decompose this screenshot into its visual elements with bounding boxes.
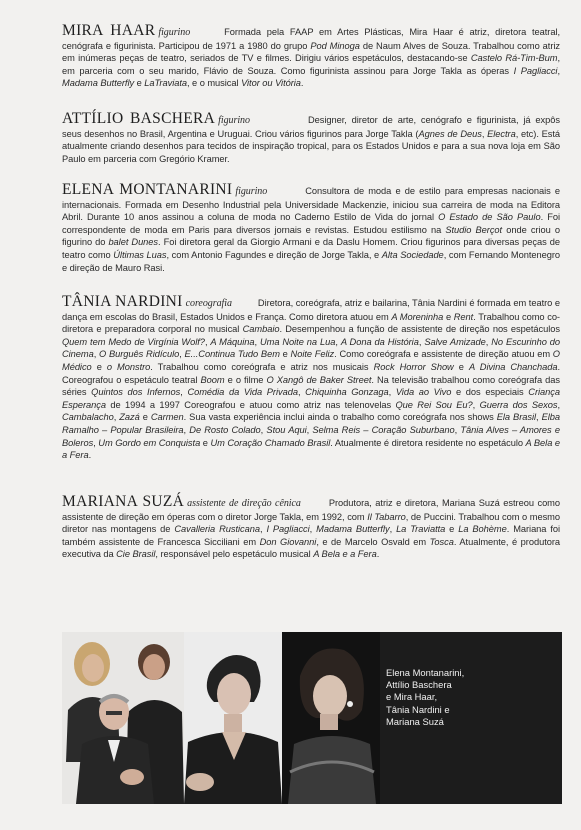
caption-line: Tânia Nardini e xyxy=(386,703,450,715)
bio-role: figurino xyxy=(158,27,191,38)
caption-line: e Mira Haar, xyxy=(386,691,438,703)
portrait-photo-2 xyxy=(282,632,380,804)
group-photo xyxy=(62,632,184,804)
portrait-photo-1 xyxy=(184,632,282,804)
bio-role: figurino xyxy=(218,115,250,126)
photo-caption xyxy=(386,667,546,728)
bio-elena-montanarini xyxy=(62,181,561,274)
bio-role: coreografia xyxy=(185,298,232,309)
bio-tania-nardini xyxy=(62,293,561,462)
bio-attilio-baschera xyxy=(62,110,561,165)
bio-name: ATTÍLIO BASCHERA xyxy=(62,110,216,127)
bio-text: Consultora de moda e de estilo para empresas nacionais e internacionais. Formada em Desenho Industrial pela Universidade Mackenzie, iniciou sua carreira de moda na Editora Abril. Durante 10 anos assinou a coluna de moda no Caderno Estilo de Vida do jornal O Estado de São Paulo. Foi correspondente de moda em Paris para diversos jornais e revistas. Estudou estilismo na Studio Berçot onde criou o figurino do balet Dunes. Foi diretora geral da Giorgio Armani e da Daslu Homem. Criou figurinos para diversas peças de teatro como Últimas Luas, com Antonio Fagundes e direção de Jorge Takla, e Alta Sociedade, com Fernando Montenegro e direção de Mauro Rasi. xyxy=(62,186,561,273)
bio-name: ELENA MONTANARINI xyxy=(62,181,233,198)
bio-text: Produtora, atriz e diretora, Mariana Suzá estreou como assistente de direção em óperas com o diretor Jorge Takla, em 1992, com Il Tabarro, de Puccini. Trabalhou com o mesmo diretor nas montagens de Cavalleria Rusticana, I Pagliacci, Madama Butterfly, La Traviatta e La Bohème. Mariana foi também assistente de Francesca Sicciliani em Don Giovanni, e de Marcelo Osvald em Tosca. Atualmente, é produtora executiva da Cie Brasil, responsável pelo espetáculo musical A Bela e a Fera. xyxy=(62,498,561,560)
caption-line: Elena Montanarini, xyxy=(386,667,465,678)
bio-role: assistente de direção cênica xyxy=(187,498,301,509)
bio-text: Designer, diretor de arte, cenógrafo e figurinista, já expôs seus desenhos no Brasil, Argentina e Uruguai. Criou vários figurinos para Jorge Takla (Agnes de Deus, Electra, etc). Está atualmente criando desenhos para tecidos de inspiração tropical, para os Estados Unidos e para a sua nova loja em São Paulo em parceria com Gregório Kramer. xyxy=(62,115,561,164)
bio-text: Formada pela FAAP em Artes Plásticas, Mira Haar é atriz, diretora teatral, cenógrafa e figurinista. Participou de 1971 a 1980 do grupo Pod Minoga de Naum Alves de Souza. Trabalhou como atriz em inúmeras peças de teatro, seriados de TV e filmes. Dirigiu vários espetáculos, destacando-se Castelo Rá-Tim-Bum, em parceria com o seu marido, Flávio de Souza. Como figurinista assinou para Jorge Takla as óperas I Pagliacci, Madama Butterfly e LaTraviata, e o musical Vitor ou Vitória. xyxy=(62,27,561,89)
bio-name: MIRA HAAR xyxy=(62,22,156,39)
caption-line: Attílio Baschera xyxy=(386,679,452,691)
bio-mariana-suza xyxy=(62,493,561,561)
bio-name: MARIANA SUZÁ xyxy=(62,493,185,510)
caption-line: Mariana Suzá xyxy=(386,715,444,727)
bio-role: figurino xyxy=(235,186,268,197)
bio-mira-haar xyxy=(62,22,561,90)
bio-name: TÂNIA NARDINI xyxy=(62,293,183,310)
bio-text: Diretora, coreógrafa, atriz e bailarina, Tânia Nardini é formada em teatro e dança em escolas do Brasil, Estados Unidos e França. Como diretora atuou em A Moreninha e Rent. Trabalhou como co-diretora e preparadora corporal no musical Cambaio. Desempenhou a função de assistente de direção nos espetáculos Quem tem Medo de Virgínia Wolf?, A Máquina, Uma Noite na Lua, A Dona da História, Salve Amizade, No Escurinho do Cinema, O Burguês Ridículo, E...Continua Tudo Bem e Noite Feliz. Como coreógrafa e assistente de direção atuou em O Médico e o Monstro. Trabalhou como coreógrafa e atriz nos musicais Rock Horror Show e A Divina Chanchada. Coreografou o espetáculo teatral Boom e o filme O Xangô de Baker Street. Na televisão trabalhou como coreógrafa das séries Quintos dos Infernos, Comédia da Vida Privada, Chiquinha Gonzaga, Vida ao Vivo e dos especiais Criança Esperança de 1994 a 1997 Coreografou e atuou como atriz nas telenovelas Que Rei Sou Eu?, Guerra dos Sexos, Cambalacho, Zazá e Carmen. Sua vasta experiência inclui ainda o trabalho como coreógrafa nos shows Ela Brasil, Elba Ramalho – Popular Brasileira, De Rosto Colado, Stou Aqui, Selma Reis – Coração Suburbano, Tânia Alves – Amores e Boleros, Um Gordo em Conquista e Um Coração Chamado Brasil. Atualmente é diretora residente no espetáculo A Bela e a Fera. xyxy=(62,298,561,461)
